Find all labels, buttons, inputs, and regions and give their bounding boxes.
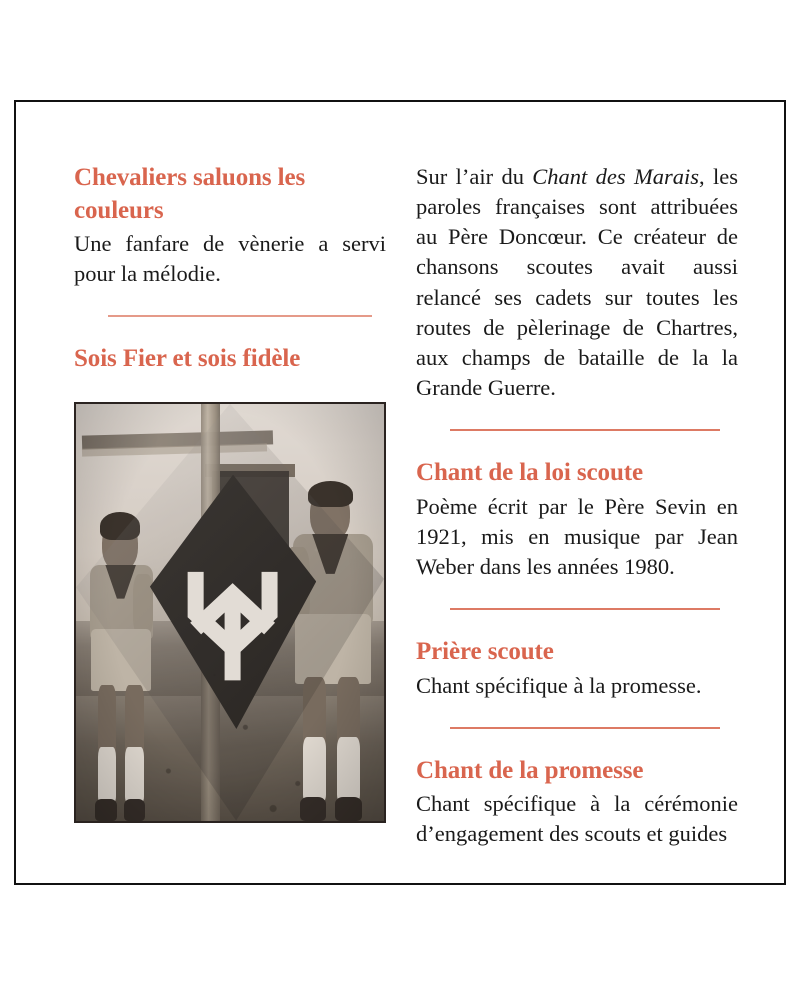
photo-background	[76, 404, 384, 821]
intro-song-title: Chant des Marais	[532, 164, 700, 189]
section-title-loi-scoute: Chant de la loi scoute	[416, 459, 643, 487]
divider-right-3	[450, 727, 720, 729]
photo-grain	[76, 404, 384, 821]
intro-prefix: Sur l’air du	[416, 164, 533, 189]
section-title-chant-promesse: Chant de la promesse	[416, 756, 644, 784]
section-body-priere-scoute: Chant spécifique à la promesse.	[416, 672, 702, 698]
scout-photograph	[74, 402, 386, 823]
divider-right-1	[450, 429, 720, 431]
right-column	[406, 162, 738, 883]
two-column-layout	[16, 102, 784, 883]
intro-suffix: , les paroles françaises sont attribuées au Père Doncœur. Ce créateur de chansons scoutes avait aussi relancé ses cadets sur toutes les routes de pèlerinage de Chartres, aux champs de bataille de la la Grande Guerre.	[416, 164, 738, 400]
divider-right-2	[450, 608, 720, 610]
document-page	[14, 100, 786, 885]
section-body-chant-promesse: Chant spécifique à la cérémonie d’engagement des scouts et guides	[416, 791, 738, 847]
left-column	[74, 162, 406, 883]
section-title-sois-fier: Sois Fier et sois fidèle	[74, 345, 301, 373]
divider-left-1	[108, 315, 372, 317]
section-body-chevaliers: Une fanfare de vènerie a servi pour la mélodie.	[74, 231, 386, 287]
section-title-priere-scoute: Prière scoute	[416, 638, 554, 666]
section-title-chevaliers: Chevaliers saluons les couleurs	[74, 164, 306, 224]
intro-paragraph	[416, 162, 738, 403]
section-body-loi-scoute: Poème écrit par le Père Sevin en 1921, mis en musique par Jean Weber dans les années 1980.	[416, 493, 738, 579]
